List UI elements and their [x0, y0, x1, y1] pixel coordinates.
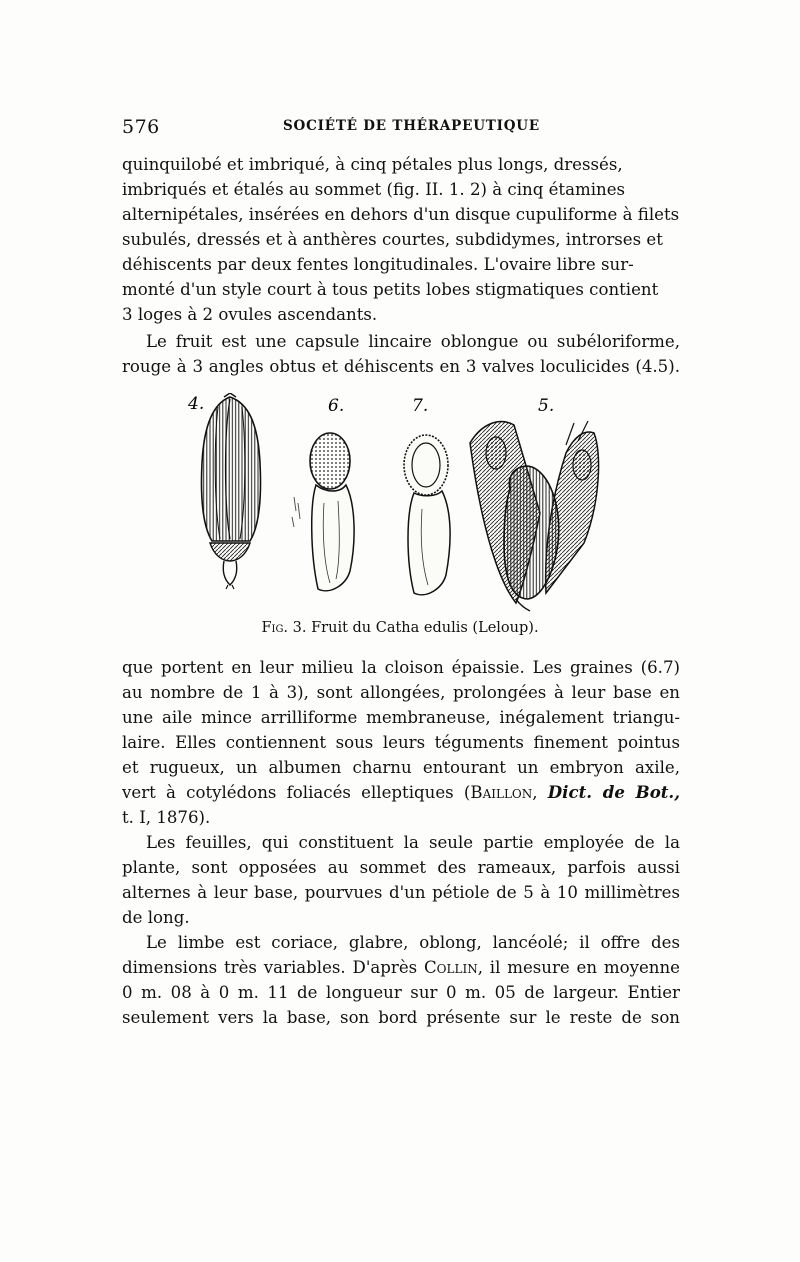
- text-line: et rugueux, un albumen charnu entourant un embryon axile,: [122, 758, 680, 777]
- text-line: plante, sont opposées au sommet des rameaux, parfois aussi: [122, 858, 680, 877]
- text-line: rouge à 3 angles obtus et déhiscents en 3 valves loculicides (4.5).: [122, 357, 680, 376]
- text-line: que portent en leur milieu la cloison épaissie. Les graines (6.7): [122, 658, 680, 677]
- running-title: SOCIÉTÉ DE THÉRAPEUTIQUE: [283, 118, 540, 134]
- caption-text: Fruit du Catha edulis (Leloup).: [311, 620, 539, 636]
- fruit-illustration: [170, 393, 610, 615]
- work-title: Dict. de Bot.,: [547, 782, 680, 802]
- seed-drawing: [292, 433, 354, 591]
- text-line: quinquilobé et imbriqué, à cinq pétales plus longs, dressés,: [122, 155, 623, 174]
- paragraph-fruit-description: [122, 329, 680, 379]
- text-line: t. I, 1876).: [122, 808, 211, 827]
- figure-label: 7.: [412, 396, 429, 416]
- text-line: [122, 955, 680, 980]
- text-line: seulement vers la base, son bord présente sur le reste de son: [122, 1008, 680, 1027]
- page-number: 576: [122, 116, 160, 138]
- figure-label: 4.: [188, 394, 205, 414]
- text-line: monté d'un style court à tous petits lobes stigmatiques contient: [122, 280, 659, 299]
- caption-prefix: Fig. 3.: [261, 620, 307, 636]
- seed-section-drawing: [404, 435, 450, 595]
- capsule-whole-drawing: [201, 393, 260, 589]
- text-line: 0 m. 08 à 0 m. 11 de longueur sur 0 m. 05 de largeur. Entier: [122, 983, 680, 1002]
- author-name: Baillon: [470, 783, 533, 802]
- figure-caption: [0, 620, 800, 636]
- text-line: une aile mince arrilliforme membraneuse, inégalement triangu-: [122, 708, 680, 727]
- text-segment: , il mesure en moyenne: [477, 958, 680, 977]
- paragraph-leaves: [122, 830, 680, 930]
- text-line: imbriqués et étalés au sommet (fig. II. 1. 2) à cinq étamines: [122, 180, 626, 199]
- text-line: au nombre de 1 à 3), sont allongées, prolongées à leur base en: [122, 683, 680, 702]
- text-line: subulés, dressés et à anthères courtes, subdidymes, introrses et: [122, 230, 663, 249]
- text-line: [122, 780, 680, 805]
- paragraph-leaf-blade: [122, 930, 680, 1030]
- author-name: Collin: [423, 958, 478, 977]
- text-line: alternes à leur base, pourvues d'un pétiole de 5 à 10 millimètres: [122, 883, 680, 902]
- paragraph-seed-description: [122, 655, 680, 830]
- text-line: Le fruit est une capsule lincaire oblongue ou subéloriforme,: [146, 332, 680, 351]
- figure-label: 6.: [328, 396, 345, 416]
- text-segment: vert à cotylédons foliacés elleptiques (: [122, 783, 471, 802]
- text-line: de long.: [122, 908, 190, 927]
- text-line: Les feuilles, qui constituent la seule partie employée de la: [146, 833, 680, 852]
- paragraph-flower-description: [122, 152, 680, 327]
- text-line: 3 loges à 2 ovules ascendants.: [122, 305, 378, 324]
- text-segment: ,: [532, 783, 548, 802]
- text-segment: dimensions très variables. D'après: [122, 958, 424, 977]
- text-line: Le limbe est coriace, glabre, oblong, lancéolé; il offre des: [146, 933, 680, 952]
- text-line: laire. Elles contiennent sous leurs téguments finement pointus: [122, 733, 680, 752]
- text-line: déhiscents par deux fentes longitudinales. L'ovaire libre sur-: [122, 255, 634, 274]
- figure-label: 5.: [538, 396, 555, 416]
- text-line: alternipétales, insérées en dehors d'un disque cupuliforme à filets: [122, 205, 680, 224]
- figure-catha-fruit: [170, 393, 610, 615]
- capsule-opened-drawing: [470, 421, 599, 611]
